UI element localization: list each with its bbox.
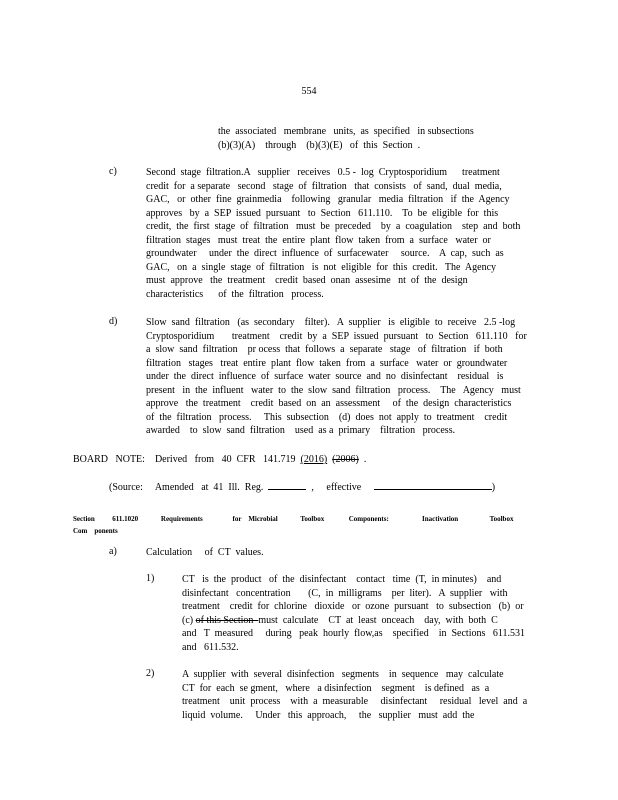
item-c-line: credit, the first stage of filtration must be preceded by a coagulation step and both bbox=[146, 221, 521, 232]
sub-1-marker: 1) bbox=[146, 573, 155, 584]
deleted-year: (2006) bbox=[332, 454, 359, 465]
sub-1-line: and 611.532. bbox=[182, 641, 239, 653]
item-d-line: awarded to slow sand filtration used as a primary filtration process. bbox=[146, 425, 456, 436]
item-d-line: a slow sand filtration pr ocess that follows a separate stage of filtration if both bbox=[146, 344, 503, 355]
intro-line: the associated membrane units, as specified in subsections bbox=[218, 126, 474, 137]
item-a-text: Calculation of CT values. bbox=[146, 547, 264, 558]
item-d-line: under the direct influence of surface water source and no disinfectant residual is bbox=[146, 371, 504, 382]
item-d-line: filtration stages treat entire plant flow taken from a surface water or groundwater bbox=[146, 357, 508, 369]
sub-1-line: disinfectant concentration (C, in milligrams per liter). A supplier with bbox=[182, 587, 508, 599]
sub-1-line: treatment credit for chlorine dioxide or ozone pursuant to subsection (b) or bbox=[182, 601, 524, 612]
sub-1-line: (c) of this Section must calculate CT at least onceach day, with both C bbox=[182, 614, 498, 626]
item-c-line: filtration stages must treat the entire plant flow taken from a surface water or bbox=[146, 234, 491, 246]
item-c-line: GAC, on a single stage of filtration is not eligible for this credit. The Agency bbox=[146, 261, 497, 273]
item-c-line: groundwater under the direct influence of surfacewater source. A cap, such as bbox=[146, 248, 504, 259]
item-c-line: must approve the treatment credit based onan assesime nt of the design bbox=[146, 275, 468, 286]
item-c-line: credit for a separate second stage of filtration that consists of sand, dual media, bbox=[146, 180, 502, 192]
item-d-line: of the filtration process. This subsection (d) does not apply to treatment credit bbox=[146, 411, 508, 423]
item-d-line: Slow sand filtration (as secondary filter). A supplier is eligible to receive 2.5 -log bbox=[146, 317, 516, 328]
section-heading: Section 611.1020 Requirements for Microbial Toolbox Components: Inactivation Toolbox bbox=[73, 515, 514, 523]
sub-2-line: A supplier with several disinfection segments in sequence may calculate bbox=[182, 669, 504, 680]
sub-2-line: treatment unit process with a measurable disinfectant residual level and a bbox=[182, 696, 528, 707]
item-a-marker: a) bbox=[109, 546, 117, 557]
source-note: (Source: Amended at 41 Ill. Reg. , effective ) bbox=[109, 482, 496, 493]
section-heading-cont: Com ponents bbox=[73, 527, 118, 535]
item-c-line: GAC, or other fine grainmedia following granular media filtration if the Agency bbox=[146, 194, 510, 205]
sub-2-line: liquid volume. Under this approach, the supplier must add the bbox=[182, 709, 475, 721]
sub-2-line: CT for each se gment, where a disinfection segment is defined as a bbox=[182, 682, 490, 694]
board-note: BOARD NOTE: Derived from 40 CFR 141.719 (2016) (2006) . bbox=[73, 454, 367, 465]
effective-date-blank bbox=[374, 480, 492, 490]
struck-text: of this Section bbox=[195, 614, 259, 626]
item-c-line: approves by a SEP issued pursuant to Section 611.110. To be eligible for this bbox=[146, 207, 499, 219]
item-d-line: present in the influent water to the slow sand filtration process. The Agency must bbox=[146, 384, 521, 396]
item-d-line: approve the treatment credit based on an assessment of the design characteristics bbox=[146, 398, 512, 409]
amended-year: (2016) bbox=[300, 454, 328, 465]
sub-2-marker: 2) bbox=[146, 668, 155, 679]
item-c-marker: c) bbox=[109, 166, 117, 177]
item-d-line: Cryptosporidium treatment credit by a SEP issued pursuant to Section 611.110 for bbox=[146, 330, 527, 342]
sub-1-line: CT is the product of the disinfectant contact time (T, in minutes) and bbox=[182, 574, 502, 585]
register-blank bbox=[268, 480, 306, 490]
sub-1-line: and T measured during peak hourly flow,as specified in Sections 611.531 bbox=[182, 628, 525, 639]
item-d-marker: d) bbox=[109, 316, 118, 327]
item-c-line: characteristics of the filtration process. bbox=[146, 288, 324, 300]
item-c-line: Second stage filtration.A supplier receives 0.5 - log Cryptosporidium treatment bbox=[146, 167, 500, 178]
intro-line: (b)(3)(A) through (b)(3)(E) of this Section . bbox=[218, 140, 421, 151]
page-number: 554 bbox=[301, 86, 317, 97]
